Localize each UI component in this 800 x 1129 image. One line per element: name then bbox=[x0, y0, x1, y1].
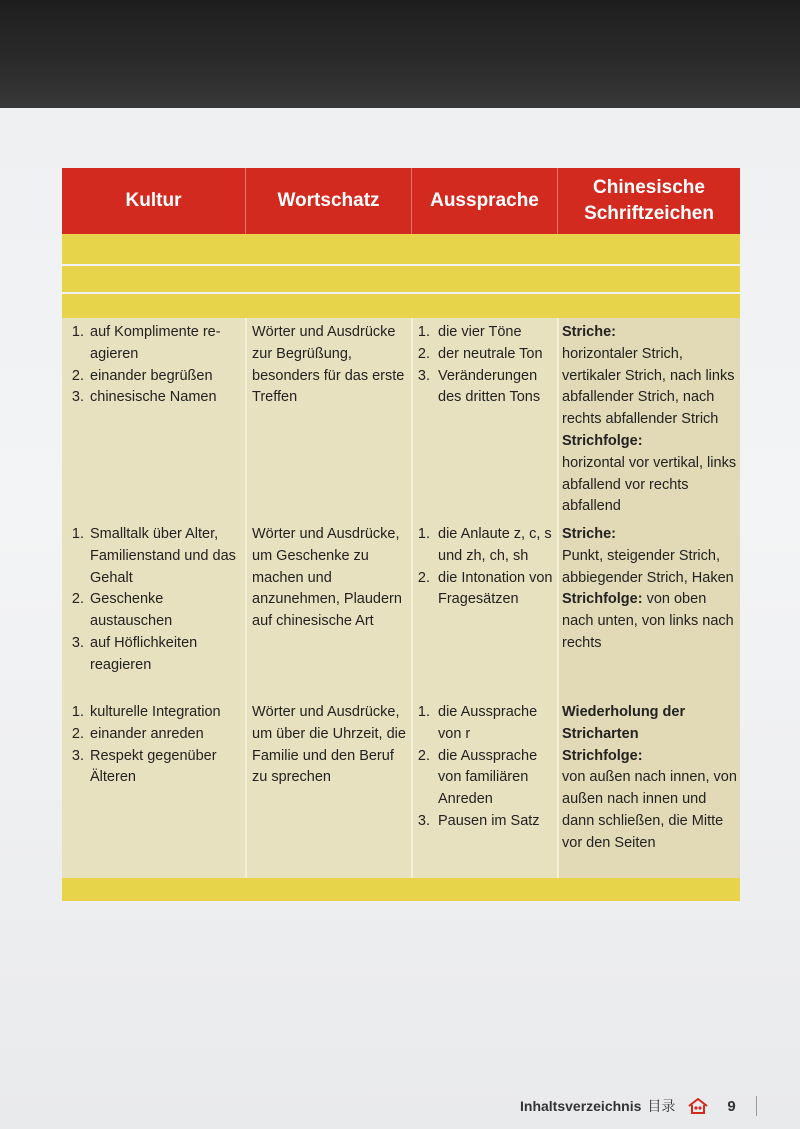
cell-schriftzeichen: Wiederholung der Stricharten Strichfolge: von außen nach innen, von außen nach innen und dann schließen, die Mitte vor den Seiten bbox=[562, 704, 737, 851]
cell-aussprache bbox=[412, 522, 558, 677]
cell-wortschatz: Wörter und Ausdrücke, um über die Uhrzeit, die Familie und den Beruf zu sprechen bbox=[252, 704, 406, 786]
cell-schriftzeichen: Striche: Punkt, steigender Strich, abbiegender Strich, Haken Strichfolge: von oben nach unten, von links nach rechts bbox=[562, 526, 734, 651]
yellow-band bbox=[62, 266, 740, 292]
yellow-band-bottom bbox=[62, 878, 740, 901]
list-item: 1. Smalltalk über Alter, Familienstand und das Gehalt bbox=[71, 526, 236, 586]
list-item: 2. der neutrale Ton bbox=[417, 345, 543, 362]
page-number: 9 bbox=[727, 1097, 736, 1115]
cell-aussprache bbox=[412, 700, 558, 855]
list-item: 2. die Intonation von Fragesätzen bbox=[417, 569, 553, 608]
cell-wortschatz: Wörter und Ausdrücke, um Geschenke zu machen und anzunehmen, Plaudern auf chinesische Art bbox=[252, 526, 402, 630]
yellow-band bbox=[62, 294, 740, 318]
contents-table bbox=[62, 168, 740, 901]
list-item: 1. die vier Töne bbox=[417, 324, 522, 340]
header-aussprache: Aussprache bbox=[412, 168, 558, 234]
cell-kultur bbox=[62, 700, 246, 855]
cell-aussprache bbox=[412, 320, 558, 518]
list-item: 2. Geschenke austauschen bbox=[71, 591, 173, 630]
page-footer bbox=[520, 1094, 736, 1118]
table-row bbox=[62, 320, 740, 518]
cell-schriftzeichen: Striche: horizontaler Strich, vertikaler Strich, nach links abfallender Strich, nach rechts abfallender Strich Strichfolge: horizontal vor vertikal, links abfallend vor rechts abfallend bbox=[562, 324, 737, 515]
list-item: 3. chinesische Namen bbox=[71, 389, 217, 406]
list-item: 1. auf Komplimente re-agieren bbox=[71, 324, 221, 362]
page-number-divider bbox=[756, 1096, 757, 1116]
cell-kultur bbox=[62, 320, 246, 518]
table-row bbox=[62, 700, 740, 855]
cell-kultur bbox=[62, 522, 246, 677]
list-item: 3. Respekt gegenüber Älteren bbox=[71, 747, 217, 786]
header-schriftzeichen-line1: Chinesische bbox=[593, 177, 705, 198]
list-item: 3. Veränderungen des dritten Tons bbox=[417, 367, 541, 406]
header-schriftzeichen bbox=[558, 168, 740, 234]
yellow-band bbox=[62, 234, 740, 264]
footer-label-zh: 目录 bbox=[647, 1098, 676, 1114]
list-item: 2. die Aussprache von familiären Anreden bbox=[417, 747, 538, 808]
header-wortschatz: Wortschatz bbox=[246, 168, 412, 234]
list-item: 1. die Anlaute z, c, s und zh, ch, sh bbox=[417, 526, 552, 564]
list-item: 1. die Aussprache von r bbox=[417, 704, 538, 742]
table-header bbox=[62, 168, 740, 234]
header-kultur: Kultur bbox=[62, 168, 246, 234]
list-item: 2. einander begrüßen bbox=[71, 367, 213, 384]
photo-dark-background bbox=[0, 0, 800, 112]
house-icon bbox=[687, 1098, 709, 1114]
list-item: 3. auf Höflichkeiten reagieren bbox=[71, 634, 198, 673]
table-row bbox=[62, 522, 740, 677]
list-item: 1. kulturelle Integration bbox=[71, 704, 221, 720]
list-item: 3. Pausen im Satz bbox=[417, 812, 540, 829]
header-schriftzeichen-line2: Schriftzeichen bbox=[584, 203, 714, 224]
cell-wortschatz: Wörter und Ausdrücke zur Begrüßung, besonders für das erste Treffen bbox=[252, 324, 405, 406]
footer-label: Inhaltsverzeichnis bbox=[520, 1098, 642, 1114]
list-item: 2. einander anreden bbox=[71, 725, 204, 742]
